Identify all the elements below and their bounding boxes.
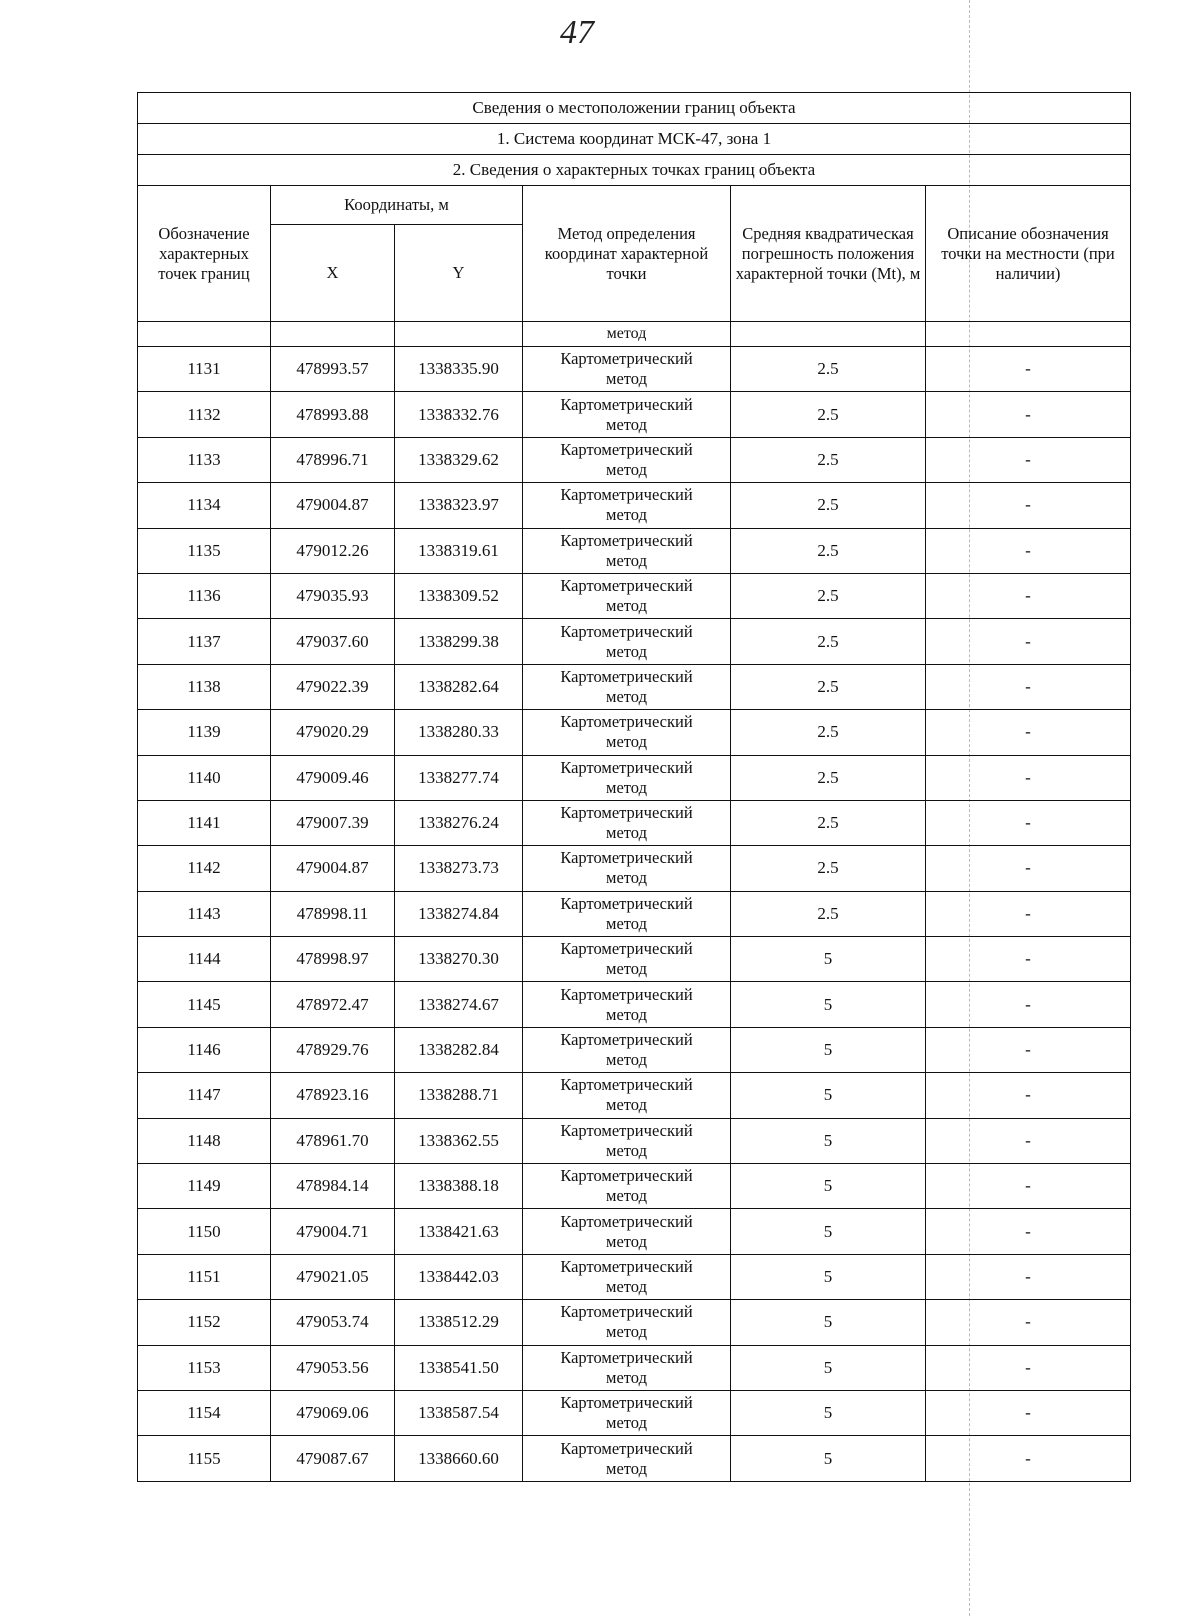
method-line-2: метод — [606, 959, 647, 979]
x-cell: 479012.26 — [271, 528, 395, 573]
y-cell: 1338323.97 — [395, 483, 523, 528]
y-cell: 1338276.24 — [395, 800, 523, 845]
y-cell: 1338421.63 — [395, 1209, 523, 1254]
method-line-1: Картометрический — [560, 1166, 693, 1186]
y-cell: 1338299.38 — [395, 619, 523, 664]
method-cell — [523, 755, 731, 800]
table-row — [138, 1254, 1131, 1299]
point-id-cell: 1155 — [138, 1436, 271, 1481]
table-row — [138, 483, 1131, 528]
method-cell — [523, 1436, 731, 1481]
x-cell: 479069.06 — [271, 1390, 395, 1435]
description-cell: - — [926, 483, 1131, 528]
method-cell — [523, 528, 731, 573]
point-id-cell: 1140 — [138, 755, 271, 800]
sub-cell-empty — [138, 322, 271, 347]
x-cell: 479053.74 — [271, 1300, 395, 1345]
x-cell: 478998.97 — [271, 937, 395, 982]
sub-cell-empty — [731, 322, 926, 347]
point-id-cell: 1142 — [138, 846, 271, 891]
coordinate-system: 1. Система координат МСК-47, зона 1 — [138, 124, 1131, 155]
point-id-cell: 1133 — [138, 437, 271, 482]
x-cell: 479004.87 — [271, 483, 395, 528]
method-cell — [523, 1345, 731, 1390]
table-row — [138, 1345, 1131, 1390]
point-id-cell: 1145 — [138, 982, 271, 1027]
point-id-cell: 1141 — [138, 800, 271, 845]
method-line-2: метод — [606, 1277, 647, 1296]
method-cell — [523, 573, 731, 618]
method-line-2: метод — [606, 1413, 647, 1433]
method-line-1: Картометрический — [560, 621, 693, 641]
x-cell: 479021.05 — [271, 1254, 395, 1299]
accuracy-cell: 2.5 — [731, 891, 926, 936]
method-line-1: Картометрический — [560, 1257, 693, 1276]
x-cell: 478929.76 — [271, 1027, 395, 1072]
method-cell — [523, 664, 731, 709]
accuracy-cell: 5 — [731, 1345, 926, 1390]
table-row — [138, 1209, 1131, 1254]
method-line-2: метод — [606, 1140, 647, 1160]
description-cell: - — [926, 1209, 1131, 1254]
accuracy-cell: 5 — [731, 1118, 926, 1163]
method-line-1: Картометрический — [560, 439, 693, 459]
table-row — [138, 1390, 1131, 1435]
point-id-cell: 1136 — [138, 573, 271, 618]
x-cell: 478993.88 — [271, 392, 395, 437]
method-line-1: Картометрический — [560, 803, 693, 823]
y-cell: 1338274.67 — [395, 982, 523, 1027]
table-row — [138, 528, 1131, 573]
method-line-2: метод — [606, 1322, 647, 1342]
method-cell — [523, 710, 731, 755]
table-row — [138, 1073, 1131, 1118]
point-id-cell: 1152 — [138, 1300, 271, 1345]
method-line-2: метод — [606, 1004, 647, 1024]
method-line-2: метод — [606, 1367, 647, 1387]
header-coordinates: Координаты, м — [271, 186, 523, 225]
y-cell: 1338274.84 — [395, 891, 523, 936]
y-cell: 1338270.30 — [395, 937, 523, 982]
description-cell: - — [926, 1436, 1131, 1481]
method-cell — [523, 1300, 731, 1345]
accuracy-cell: 5 — [731, 1209, 926, 1254]
y-cell: 1338319.61 — [395, 528, 523, 573]
method-line-2: метод — [606, 1231, 647, 1251]
accuracy-cell: 2.5 — [731, 755, 926, 800]
accuracy-cell: 5 — [731, 937, 926, 982]
method-line-2: метод — [606, 1050, 647, 1070]
point-id-cell: 1147 — [138, 1073, 271, 1118]
description-cell: - — [926, 937, 1131, 982]
y-cell: 1338282.64 — [395, 664, 523, 709]
method-cell — [523, 891, 731, 936]
header-point-designation: Обозначение характерных точек границ — [138, 186, 271, 322]
table-row — [138, 619, 1131, 664]
header-description: Описание обозначения точки на местности (при наличии) — [926, 186, 1131, 322]
point-id-cell: 1144 — [138, 937, 271, 982]
y-cell: 1338512.29 — [395, 1300, 523, 1345]
table-row — [138, 846, 1131, 891]
description-cell: - — [926, 1254, 1131, 1299]
method-line-2: метод — [606, 1186, 647, 1206]
accuracy-cell: 2.5 — [731, 710, 926, 755]
description-cell: - — [926, 846, 1131, 891]
method-cell — [523, 437, 731, 482]
table-row — [138, 1164, 1131, 1209]
point-id-cell: 1154 — [138, 1390, 271, 1435]
description-cell: - — [926, 891, 1131, 936]
y-cell: 1338587.54 — [395, 1390, 523, 1435]
description-cell: - — [926, 1118, 1131, 1163]
method-cell — [523, 982, 731, 1027]
table-row — [138, 1300, 1131, 1345]
description-cell: - — [926, 1164, 1131, 1209]
accuracy-cell: 2.5 — [731, 664, 926, 709]
description-cell: - — [926, 347, 1131, 392]
table-row — [138, 664, 1131, 709]
point-id-cell: 1135 — [138, 528, 271, 573]
x-cell: 478993.57 — [271, 347, 395, 392]
page-number: 47 — [560, 14, 594, 51]
table-row — [138, 573, 1131, 618]
method-cell — [523, 619, 731, 664]
description-cell: - — [926, 982, 1131, 1027]
point-id-cell: 1148 — [138, 1118, 271, 1163]
x-cell: 478996.71 — [271, 437, 395, 482]
method-line-2: метод — [606, 913, 647, 933]
point-id-cell: 1146 — [138, 1027, 271, 1072]
x-cell: 479009.46 — [271, 755, 395, 800]
method-line-2: метод — [606, 414, 647, 434]
method-line-1: Картометрический — [560, 1438, 693, 1458]
table-row — [138, 1027, 1131, 1072]
accuracy-cell: 5 — [731, 1254, 926, 1299]
y-cell: 1338388.18 — [395, 1164, 523, 1209]
point-id-cell: 1153 — [138, 1345, 271, 1390]
x-cell: 478998.11 — [271, 891, 395, 936]
table-row — [138, 347, 1131, 392]
method-cell — [523, 392, 731, 437]
method-cell — [523, 937, 731, 982]
method-line-2: метод — [606, 641, 647, 661]
method-line-1: Картометрический — [560, 939, 693, 959]
method-cell — [523, 1209, 731, 1254]
description-cell: - — [926, 619, 1131, 664]
y-cell: 1338273.73 — [395, 846, 523, 891]
accuracy-cell: 2.5 — [731, 846, 926, 891]
method-line-1: Картометрический — [560, 1393, 693, 1413]
method-cell — [523, 347, 731, 392]
method-cell — [523, 846, 731, 891]
description-cell: - — [926, 710, 1131, 755]
table-row — [138, 710, 1131, 755]
y-cell: 1338442.03 — [395, 1254, 523, 1299]
method-cell — [523, 1254, 731, 1299]
point-id-cell: 1143 — [138, 891, 271, 936]
method-line-2: метод — [606, 596, 647, 616]
sub-cell-empty — [271, 322, 395, 347]
method-line-2: метод — [606, 868, 647, 888]
y-cell: 1338660.60 — [395, 1436, 523, 1481]
y-cell: 1338277.74 — [395, 755, 523, 800]
description-cell: - — [926, 1390, 1131, 1435]
x-cell: 479053.56 — [271, 1345, 395, 1390]
table-row — [138, 1436, 1131, 1481]
header-x: X — [271, 225, 395, 322]
table-row — [138, 891, 1131, 936]
section-title: 2. Сведения о характерных точках границ объекта — [138, 155, 1131, 186]
method-line-1: Картометрический — [560, 1075, 693, 1095]
method-cell — [523, 800, 731, 845]
accuracy-cell: 5 — [731, 1436, 926, 1481]
method-line-1: Картометрический — [560, 712, 693, 732]
method-line-2: метод — [606, 505, 647, 525]
table-row — [138, 437, 1131, 482]
x-cell: 479004.87 — [271, 846, 395, 891]
description-cell: - — [926, 392, 1131, 437]
method-line-1: Картометрический — [560, 576, 693, 596]
description-cell: - — [926, 528, 1131, 573]
description-cell: - — [926, 664, 1131, 709]
method-line-1: Картометрический — [560, 1030, 693, 1050]
point-id-cell: 1134 — [138, 483, 271, 528]
method-cell — [523, 1118, 731, 1163]
method-line-1: Картометрический — [560, 485, 693, 505]
point-id-cell: 1150 — [138, 1209, 271, 1254]
description-cell: - — [926, 1345, 1131, 1390]
point-id-cell: 1132 — [138, 392, 271, 437]
description-cell: - — [926, 1073, 1131, 1118]
method-cell — [523, 483, 731, 528]
y-cell: 1338329.62 — [395, 437, 523, 482]
point-id-cell: 1149 — [138, 1164, 271, 1209]
method-line-1: Картометрический — [560, 757, 693, 777]
method-cell — [523, 1164, 731, 1209]
table-title: Сведения о местоположении границ объекта — [138, 93, 1131, 124]
y-cell: 1338335.90 — [395, 347, 523, 392]
point-id-cell: 1151 — [138, 1254, 271, 1299]
method-line-1: Картометрический — [560, 349, 693, 369]
method-line-1: Картометрический — [560, 1347, 693, 1367]
x-cell: 479087.67 — [271, 1436, 395, 1481]
accuracy-cell: 5 — [731, 1027, 926, 1072]
sub-cell-method: метод — [523, 322, 731, 347]
table-row — [138, 755, 1131, 800]
accuracy-cell: 5 — [731, 1390, 926, 1435]
y-cell: 1338288.71 — [395, 1073, 523, 1118]
method-line-1: Картометрический — [560, 1120, 693, 1140]
table-row — [138, 392, 1131, 437]
accuracy-cell: 2.5 — [731, 483, 926, 528]
method-line-1: Картометрический — [560, 1211, 693, 1231]
method-line-2: метод — [606, 823, 647, 843]
method-line-1: Картометрический — [560, 530, 693, 550]
accuracy-cell: 2.5 — [731, 573, 926, 618]
y-cell: 1338282.84 — [395, 1027, 523, 1072]
description-cell: - — [926, 437, 1131, 482]
table-row — [138, 982, 1131, 1027]
point-id-cell: 1137 — [138, 619, 271, 664]
y-cell: 1338362.55 — [395, 1118, 523, 1163]
accuracy-cell: 2.5 — [731, 347, 926, 392]
x-cell: 479035.93 — [271, 573, 395, 618]
method-line-2: метод — [606, 777, 647, 797]
description-cell: - — [926, 1027, 1131, 1072]
header-y: Y — [395, 225, 523, 322]
x-cell: 478923.16 — [271, 1073, 395, 1118]
x-cell: 478961.70 — [271, 1118, 395, 1163]
x-cell: 479022.39 — [271, 664, 395, 709]
table-row — [138, 800, 1131, 845]
description-cell: - — [926, 755, 1131, 800]
x-cell: 478984.14 — [271, 1164, 395, 1209]
y-cell: 1338541.50 — [395, 1345, 523, 1390]
method-line-2: метод — [606, 1458, 647, 1478]
x-cell: 479004.71 — [271, 1209, 395, 1254]
method-cell — [523, 1390, 731, 1435]
header-accuracy: Средняя квадратическая погрешность положения характерной точки (Mt), м — [731, 186, 926, 322]
method-line-2: метод — [606, 686, 647, 706]
accuracy-cell: 5 — [731, 1073, 926, 1118]
method-line-2: метод — [606, 369, 647, 389]
y-cell: 1338309.52 — [395, 573, 523, 618]
x-cell: 479007.39 — [271, 800, 395, 845]
description-cell: - — [926, 1300, 1131, 1345]
sub-cell-empty — [926, 322, 1131, 347]
method-line-1: Картометрический — [560, 666, 693, 686]
method-line-1: Картометрический — [560, 394, 693, 414]
boundary-points-table — [137, 92, 1131, 1482]
accuracy-cell: 2.5 — [731, 392, 926, 437]
point-id-cell: 1138 — [138, 664, 271, 709]
point-id-cell: 1139 — [138, 710, 271, 755]
method-line-1: Картометрический — [560, 984, 693, 1004]
method-line-2: метод — [606, 459, 647, 479]
method-cell — [523, 1027, 731, 1072]
x-cell: 478972.47 — [271, 982, 395, 1027]
description-cell: - — [926, 573, 1131, 618]
method-line-2: метод — [606, 1095, 647, 1115]
y-cell: 1338332.76 — [395, 392, 523, 437]
description-cell: - — [926, 800, 1131, 845]
accuracy-cell: 2.5 — [731, 800, 926, 845]
x-cell: 479020.29 — [271, 710, 395, 755]
method-cell — [523, 1073, 731, 1118]
method-line-1: Картометрический — [560, 1302, 693, 1322]
point-id-cell: 1131 — [138, 347, 271, 392]
method-line-1: Картометрический — [560, 893, 693, 913]
method-line-2: метод — [606, 550, 647, 570]
table-row — [138, 937, 1131, 982]
x-cell: 479037.60 — [271, 619, 395, 664]
header-method: Метод определения координат характерной точки — [523, 186, 731, 322]
accuracy-cell: 5 — [731, 1164, 926, 1209]
accuracy-cell: 2.5 — [731, 619, 926, 664]
accuracy-cell: 5 — [731, 982, 926, 1027]
method-line-1: Картометрический — [560, 848, 693, 868]
method-line-2: метод — [606, 732, 647, 752]
accuracy-cell: 2.5 — [731, 437, 926, 482]
sub-cell-empty — [395, 322, 523, 347]
y-cell: 1338280.33 — [395, 710, 523, 755]
table-row — [138, 1118, 1131, 1163]
accuracy-cell: 2.5 — [731, 528, 926, 573]
accuracy-cell: 5 — [731, 1300, 926, 1345]
